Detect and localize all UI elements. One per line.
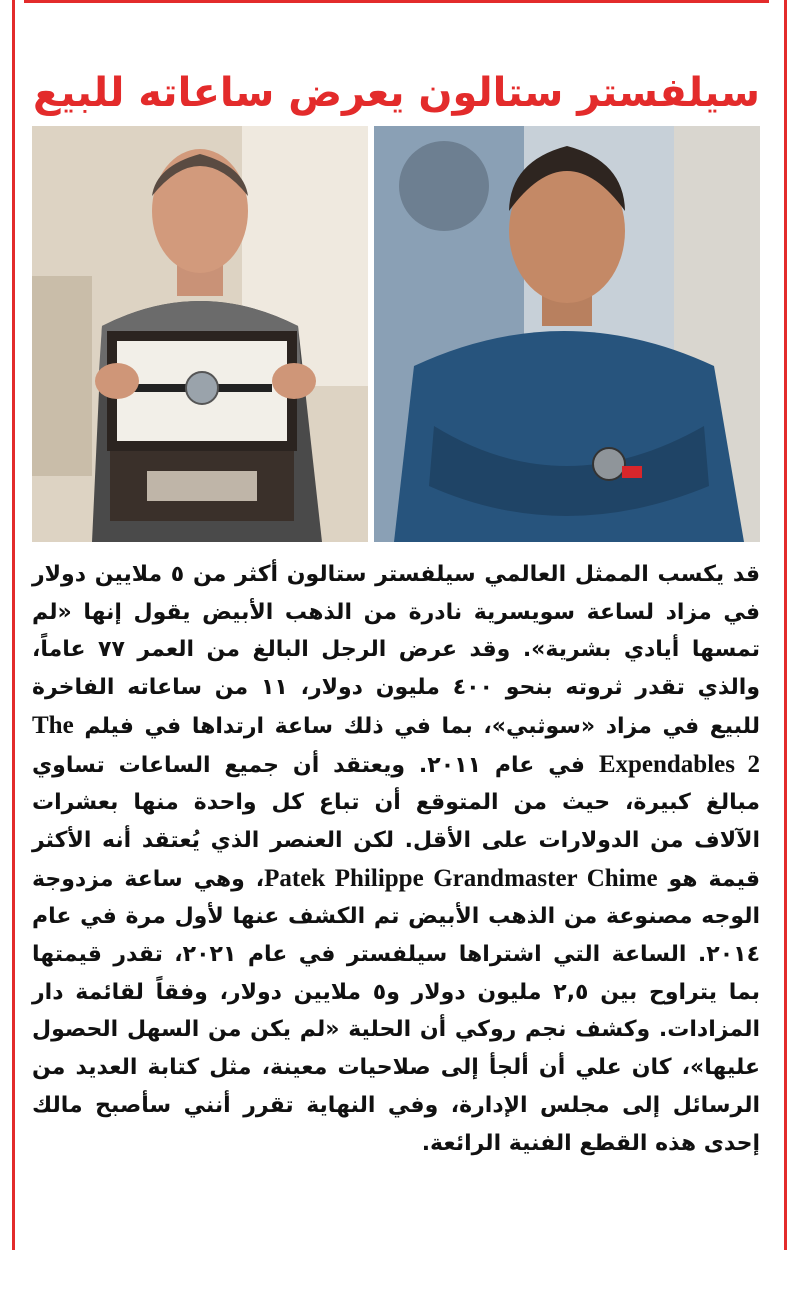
headline: سيلفستر ستالون يعرض ساعاته للبيع [33, 69, 760, 116]
right-frame-rule [784, 0, 787, 1250]
article-text-part-2: في عام ٢٠١١. ويعتقد أن جميع الساعات تساوي مبالغ كبيرة، حيث من المتوقع أن تباع كل واحدة منها بعشرات الآلاف من الدولارات على الأقل. لكن العنصر الذي يُعتقد أنه الأكثر قيمة هو [32, 752, 760, 892]
article-text-part-1: قد يكسب الممثل العالمي سيلفستر ستالون أكثر من ٥ ملايين دولار في مزاد لساعة سويسرية نادرة من الذهب الأبيض يقول إنها «لم تمسها أيادي بشرية». وقد عرض الرجل البالغ من العمر ٧٧ عاماً، والذي تقدر ثروته بنحو ٤٠٠ مليون دولار، ١١ من ساعاته الفاخرة للبيع في مزاد «سوثبي»، بما في ذلك ساعة ارتداها في فيلم [32, 562, 761, 739]
stallone-arms-crossed-photo [374, 126, 760, 542]
left-frame-rule [12, 0, 15, 1250]
article-text-part-3: ، وهي ساعة مزدوجة الوجه مصنوعة من الذهب الأبيض تم الكشف عنها لأول مرة في عام ٢٠١٤. الساعة التي اشتراها سيلفستر في عام ٢٠٢١، تقدر قيمتها بما يتراوح بين ٢,٥ مليون دولار و٥ ملايين دولار، وفقاً لقائمة دار المزادات. وكشف نجم روكي أن الحلية «لم يكن من السهل الحصول عليها»، كان علي أن ألجأ إلى صلاحيات معينة، مثل كتابة العديد من الرسائل إلى مجلس الإدارة، وفي النهاية تقرر أنني سأصبح مالك إحدى هذه القطع الفنية الرائعة. [32, 866, 760, 1156]
top-rule [24, 0, 769, 3]
film-title: The Expendables 2 [32, 711, 760, 778]
photo-row [32, 126, 760, 542]
stallone-holding-watch-box-photo [32, 126, 368, 542]
article-paragraph [32, 556, 760, 1162]
watch-name: Patek Philippe Grandmaster Chime [264, 864, 658, 892]
article-body [32, 556, 760, 1162]
